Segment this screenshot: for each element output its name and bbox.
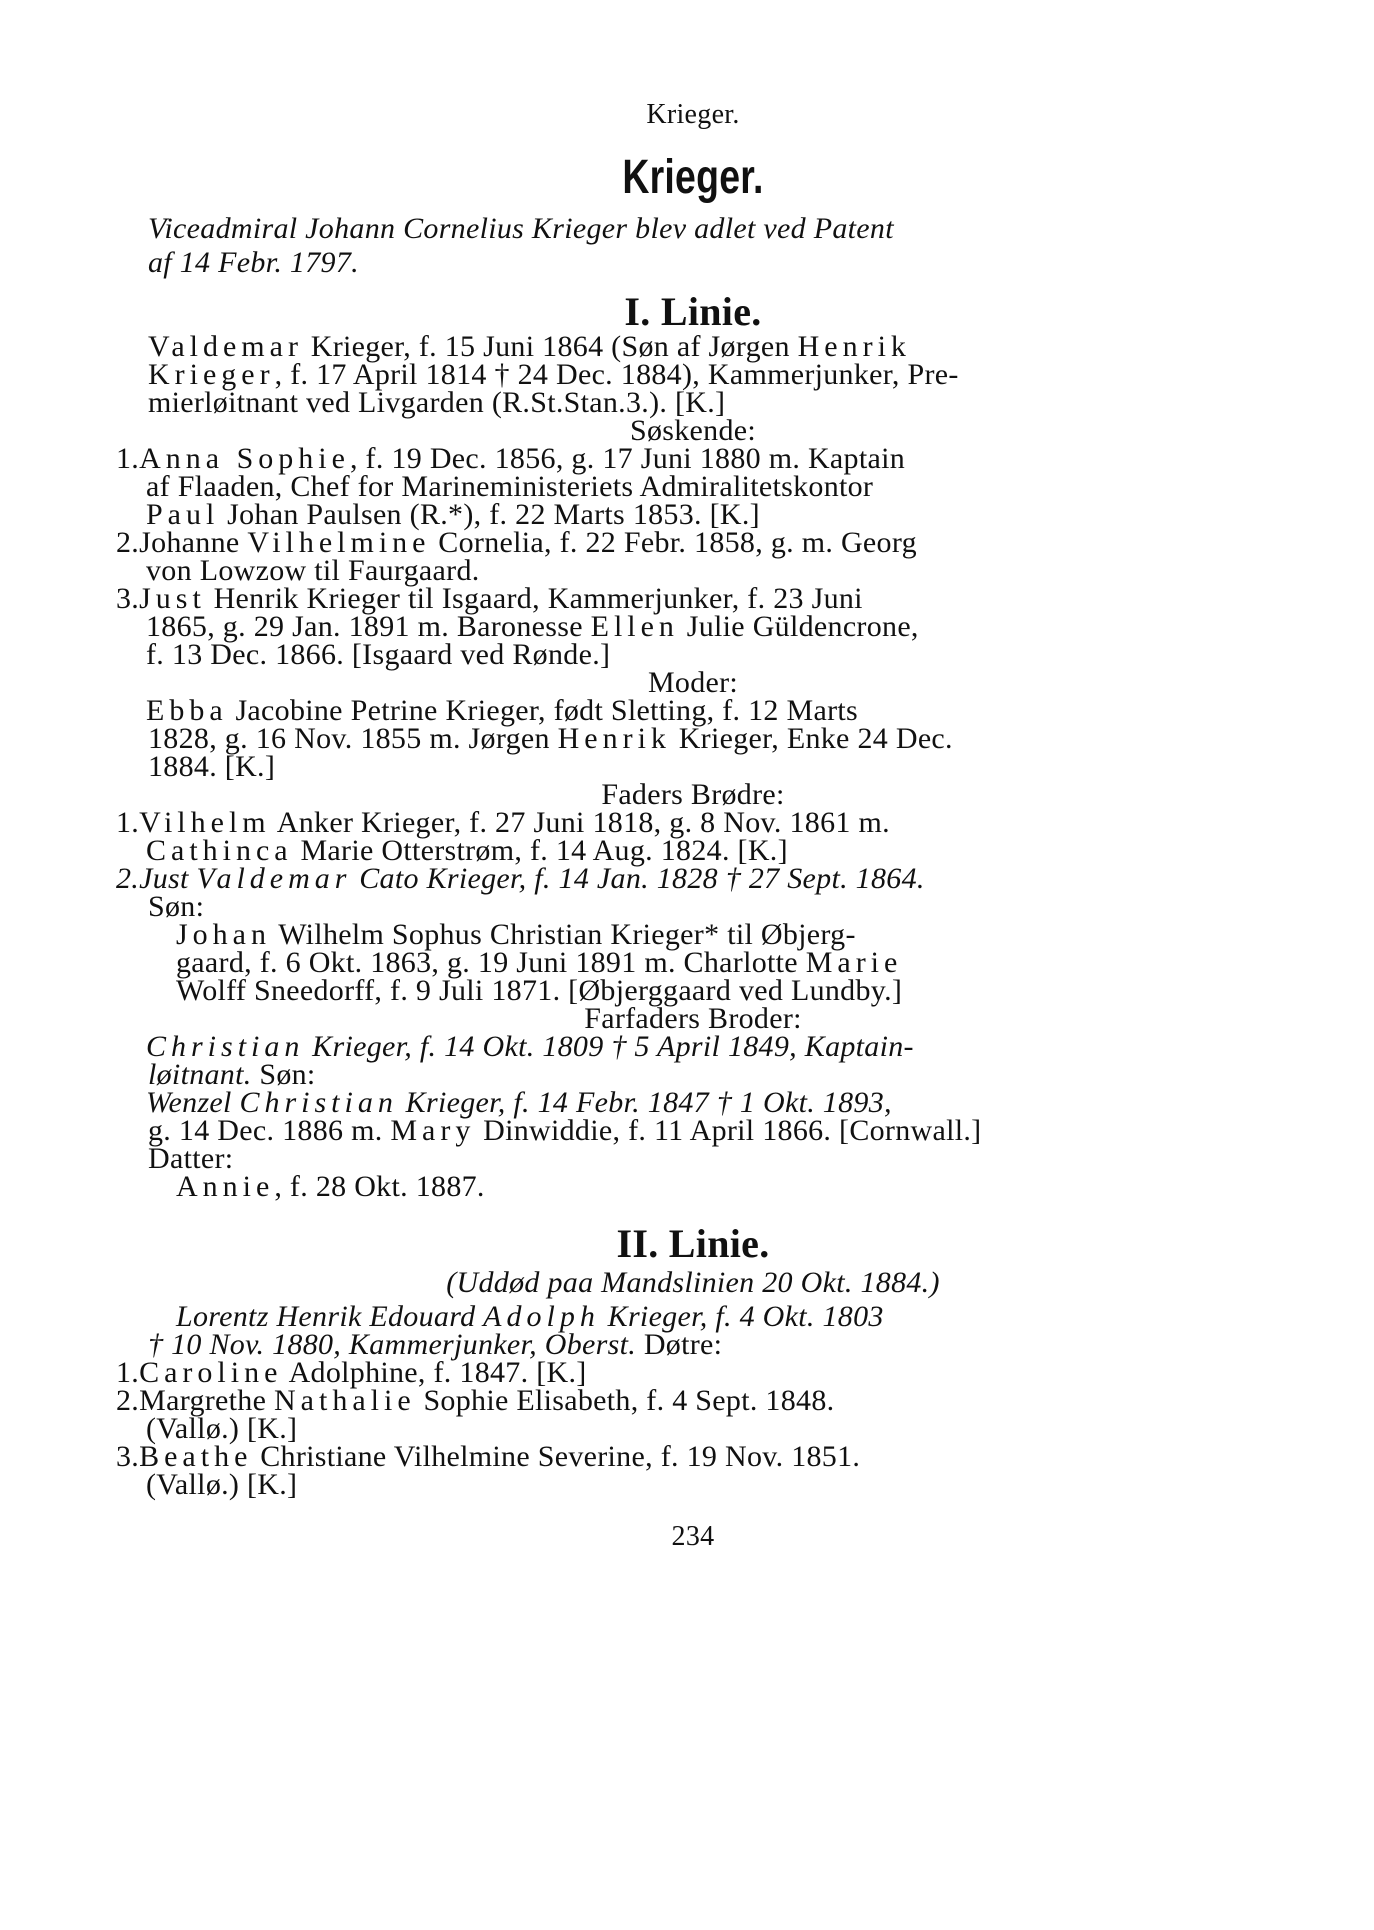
text-run: Wilhelm Sophus Christian Krieger* til Øbjerg- bbox=[271, 918, 856, 951]
spaced-name: Mary bbox=[390, 1114, 476, 1147]
text-run: løitnant. bbox=[148, 1058, 252, 1091]
text-line: 1884. [K.] bbox=[148, 750, 276, 783]
text-run: Johanne bbox=[139, 526, 248, 559]
list-number: 2. bbox=[116, 526, 140, 559]
spaced-name: Nathalie bbox=[274, 1384, 416, 1417]
spaced-name: Ebba bbox=[146, 694, 228, 727]
text-run: Christiane Vilhelmine Severine, f. 19 Nov. 1851. bbox=[252, 1440, 861, 1473]
spaced-name: Christian bbox=[146, 1030, 305, 1063]
text-run: Dinwiddie, f. 11 April 1866. [Cornwall.] bbox=[475, 1114, 982, 1147]
text-run: Marie Otterstrøm, f. 14 Aug. 1824. [K.] bbox=[292, 834, 788, 867]
list-number: 1. bbox=[116, 1356, 140, 1389]
text-line: von Lowzow til Faurgaard. bbox=[146, 554, 480, 587]
text-run: Henrik Krieger til Isgaard, Kammerjunker, f. 23 Juni bbox=[205, 582, 863, 615]
running-head: Krieger. bbox=[646, 99, 740, 130]
list-number: 3. bbox=[116, 582, 140, 615]
text-line: f. 13 Dec. 1866. [Isgaard ved Rønde.] bbox=[146, 638, 611, 671]
page-title: Krieger. bbox=[622, 151, 764, 204]
subheading-siblings: Søskende: bbox=[629, 414, 757, 447]
text-run: Krieger, f. 14 Okt. 1809 † 5 April 1849, Kaptain- bbox=[304, 1030, 914, 1063]
text-run: Just bbox=[139, 862, 197, 895]
intro-line: af 14 Febr. 1797. bbox=[148, 246, 359, 279]
text-run: , f. 28 Okt. 1887. bbox=[274, 1170, 485, 1203]
spaced-name: Marie bbox=[805, 946, 903, 979]
page-number: 234 bbox=[671, 1521, 715, 1552]
text-run: Margrethe bbox=[139, 1384, 275, 1417]
spaced-name: Johan bbox=[176, 918, 271, 951]
list-number: 1. bbox=[116, 442, 140, 475]
text-line: mierløitnant ved Livgarden (R.St.Stan.3.). [K.] bbox=[148, 386, 726, 419]
list-number: 2. bbox=[116, 862, 140, 895]
text-run: 1865, g. 29 Jan. 1891 m. Baronesse bbox=[146, 610, 591, 643]
text-run: Døtre: bbox=[636, 1328, 723, 1361]
spaced-name: Beathe bbox=[139, 1440, 253, 1473]
text-run: Johan Paulsen (R.*), f. 22 Marts 1853. [K.] bbox=[219, 498, 760, 531]
spaced-name: Anna Sophie bbox=[139, 442, 350, 475]
text-run: Cornelia, f. 22 Febr. 1858, g. m. Georg bbox=[430, 526, 917, 559]
list-number: 3. bbox=[116, 1440, 140, 1473]
spaced-name: Krieger bbox=[148, 358, 275, 391]
text-run: Sophie Elisabeth, f. 4 Sept. 1848. bbox=[415, 1384, 835, 1417]
text-line: Datter: bbox=[148, 1142, 234, 1175]
text-run: Krieger, f. 15 Juni 1864 (Søn af Jørgen bbox=[302, 330, 798, 363]
text-run: Krieger, f. 4 Okt. 1803 bbox=[599, 1300, 884, 1333]
spaced-name: Cathinca bbox=[146, 834, 293, 867]
spaced-name: Valdemar bbox=[148, 330, 303, 363]
text-run: Lorentz Henrik Edouard bbox=[176, 1300, 484, 1333]
spaced-name: Paul bbox=[146, 498, 220, 531]
text-run: Jacobine Petrine Krieger, født Sletting, f. 12 Marts bbox=[227, 694, 859, 727]
text-run: g. 14 Dec. 1886 m. bbox=[148, 1114, 391, 1147]
text-run: Søn: bbox=[251, 1058, 316, 1091]
text-line: af Flaaden, Chef for Marineministeriets Admiralitetskontor bbox=[146, 470, 874, 503]
spaced-name: Valdemar bbox=[196, 862, 352, 895]
text-run: † 10 Nov. 1880, Kammerjunker, Oberst. bbox=[148, 1328, 637, 1361]
text-line: (Vallø.) [K.] bbox=[146, 1468, 298, 1501]
text-run: Cato Krieger, f. 14 Jan. 1828 † 27 Sept. 1864. bbox=[351, 862, 925, 895]
list-number: 2. bbox=[116, 1384, 140, 1417]
section-heading-line-1: I. Linie. bbox=[624, 289, 762, 334]
spaced-name: Christian bbox=[239, 1086, 398, 1119]
text-line: Søn: bbox=[148, 890, 205, 923]
spaced-name: Ellen bbox=[590, 610, 679, 643]
spaced-name: Henrik bbox=[557, 722, 671, 755]
list-number: 1. bbox=[116, 806, 140, 839]
spaced-name: Vilhelmine bbox=[247, 526, 431, 559]
text-run: , f. 19 Dec. 1856, g. 17 Juni 1880 m. Kaptain bbox=[349, 442, 906, 475]
text-run: Wenzel bbox=[146, 1086, 240, 1119]
section-subheading: (Uddød paa Mandslinien 20 Okt. 1884.) bbox=[446, 1266, 940, 1299]
spaced-name: Annie bbox=[176, 1170, 275, 1203]
text-run: gaard, f. 6 Okt. 1863, g. 19 Juni 1891 m. Charlotte bbox=[176, 946, 806, 979]
spaced-name: Adolph bbox=[483, 1300, 600, 1333]
text-run: Julie Güldencrone, bbox=[678, 610, 919, 643]
text-run: 1828, g. 16 Nov. 1855 m. Jørgen bbox=[148, 722, 558, 755]
subheading-uncles: Faders Brødre: bbox=[601, 778, 785, 811]
intro-line: Viceadmiral Johann Cornelius Krieger blev adlet ved Patent bbox=[148, 212, 894, 245]
subheading-mother: Moder: bbox=[647, 666, 739, 699]
text-run: , f. 17 April 1814 † 24 Dec. 1884), Kammerjunker, Pre- bbox=[274, 358, 959, 391]
text-run: Krieger, Enke 24 Dec. bbox=[670, 722, 953, 755]
text-line: Wolff Sneedorff, f. 9 Juli 1871. [Øbjerggaard ved Lundby.] bbox=[176, 974, 903, 1007]
spaced-name: Henrik bbox=[797, 330, 911, 363]
text-run: Adolphine, f. 1847. [K.] bbox=[282, 1356, 587, 1389]
subheading-granduncle: Farfaders Broder: bbox=[584, 1002, 802, 1035]
text-line: (Vallø.) [K.] bbox=[146, 1412, 298, 1445]
section-heading-line-2: II. Linie. bbox=[616, 1221, 770, 1266]
spaced-name: Vilhelm bbox=[139, 806, 271, 839]
spaced-name: Just bbox=[139, 582, 206, 615]
spaced-name: Caroline bbox=[139, 1356, 283, 1389]
text-line bbox=[176, 1170, 1238, 1204]
text-run: Anker Krieger, f. 27 Juni 1818, g. 8 Nov. 1861 m. bbox=[270, 806, 890, 839]
text-run: Krieger, f. 14 Febr. 1847 † 1 Okt. 1893, bbox=[397, 1086, 892, 1119]
